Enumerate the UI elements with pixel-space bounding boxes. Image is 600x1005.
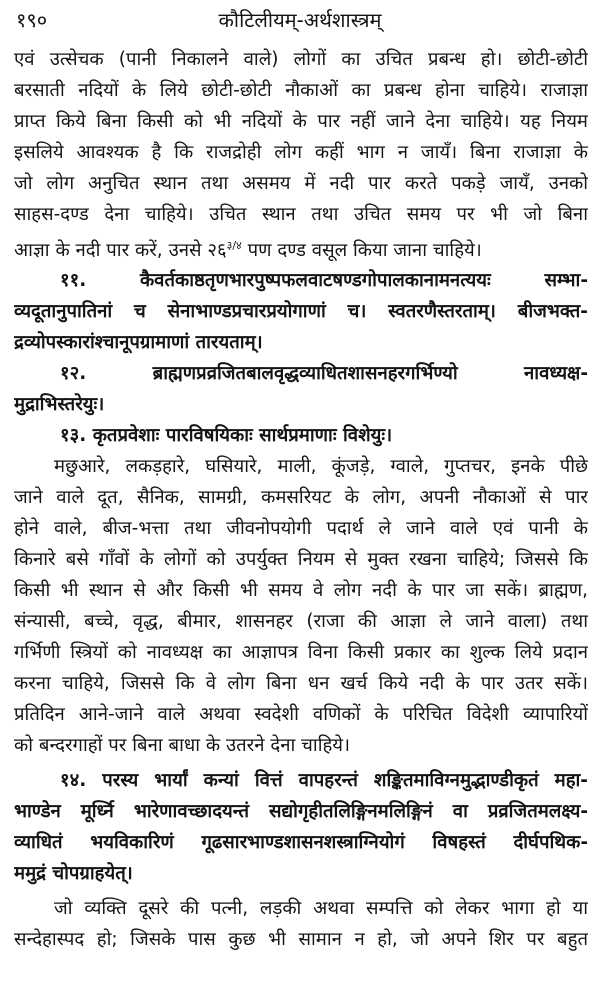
text-line: एवं उत्सेचक (पानी निकालने वाले) लोगों का उचित प्रबन्ध हो। छोटी-छोटी [14,49,588,70]
page-body [14,44,588,955]
commentary-paragraph-1 [14,44,588,261]
text-line: जाने वाले दूत, सैनिक, सामग्री, कमसरियट के लोग, अपनी नौकाओं से पार [14,487,588,508]
page-header [0,0,600,38]
text-line: बरसाती नदियों के लिये छोटी-छोटी नौकाओं का प्रबन्ध होना चाहिये। राजाज्ञा [14,80,588,101]
text-line: साहस-दण्ड देना चाहिये। उचित स्थान तथा उचित समय पर भी जो बिना [14,204,588,225]
text-line: जो व्यक्ति दूसरे की पत्नी, लड़की अथवा सम्पत्ति को लेकर भागा हो या [54,898,588,919]
sanskrit-line: व्याधितं भयविकारिणं गूढसारभाण्डशासनशस्त्राग्नियोगं विषहस्तं दीर्घपथिक- [14,832,588,853]
commentary-paragraph-3 [14,893,588,955]
text-segment: आज्ञा के नदी पार करें, उनसे २६ [14,240,227,261]
text-line: मछुआरे, लकड़हारे, घसियारे, माली, कूंजड़े, ग्वाले, गुप्तचर, इनके पीछे [54,456,588,477]
text-line: इसलिये आवश्यक है कि राजद्रोही लोग कहीं भाग न जायँ। बिना राजाज्ञा के [14,142,588,163]
sanskrit-line: १३. कृतप्रवेशाः पारविषयिकाः सार्थप्रमाणाः विशेयुः। [60,425,393,446]
sanskrit-line: १२. ब्राह्मणप्रव्रजितबालवृद्धव्याधितशासनहरगर्भिण्यो नावध्यक्ष- [60,363,588,384]
sutra-11 [14,265,588,358]
sanskrit-line: ११. कैवर्तकाष्ठतृणभारपुष्पफलवाटषण्डगोपालकानामनत्ययः सम्भा- [60,270,588,291]
text-line: गर्भिणी स्त्रियों को नावध्यक्ष का आज्ञापत्र विना किसी प्रकार का शुल्क लिये प्रदान [14,642,588,663]
text-line: प्राप्त किये बिना किसी को भी नदियों के पार नहीं जाने देना चाहिये। यह नियम [14,111,588,132]
running-title: कौटिलीयम्-अर्थशास्त्रम् [218,8,382,32]
text-line: जो लोग अनुचित स्थान तथा असमय में नदी पार करते पकड़े जायँ, उनको [14,173,588,194]
text-line: किनारे बसे गाँवों के लोगों को उपर्युक्त नियम से मुक्त रखना चाहिये; जिससे कि [14,549,588,570]
sanskrit-line: व्यदूतानुपातिनां च सेनाभाण्डप्रचारप्रयोगाणां च। स्वतरणैस्तरताम्। बीजभक्त- [14,301,588,322]
text-line: होने वाले, बीज-भत्ता तथा जीवनोपयोगी पदार्थ ले जाने वाले एवं पानी के [14,518,588,539]
sanskrit-line: द्रव्योपस्कारांश्चानूपग्रामाणां तारयताम्। [14,332,263,353]
text-line: संन्यासी, बच्चे, वृद्ध, बीमार, शासनहर (राजा की आज्ञा ले जाने वाला) तथा [14,611,588,632]
page-number: १९० [16,8,48,32]
text-line: किसी भी स्थान से और किसी भी समय वे लोग नदी के पार जा सकें। ब्राह्मण, [14,580,588,601]
text-line [14,230,588,261]
sutra-14 [14,765,588,889]
sanskrit-line: मुद्राभिस्तरेयुः। [14,394,105,415]
sanskrit-line: ममुद्रं चोपग्राहयेत्। [14,863,133,884]
text-line: करना चाहिये, जिससे कि वे लोग बिना धन खर्च किये नदी के पार उतर सकें। [14,673,588,694]
sanskrit-line: १४. परस्य भार्यां कन्यां वित्तं वापहरन्तं शङ्कितमाविग्नमुद्भाण्डीकृतं महा- [60,770,588,791]
text-line: को बन्दरगाहों पर बिना बाधा के उतरने देना चाहिये। [14,735,351,756]
text-segment: पण दण्ड वसूल किया जाना चाहिये। [241,240,482,261]
sanskrit-line: भाण्डेन मूर्ध्नि भारेणावच्छादयन्तं सद्योगृहीतलिङ्गिनमलिङ्गिनं वा प्रव्रजितमलक्ष्य- [14,801,588,822]
commentary-paragraph-2 [14,451,588,761]
sutra-12 [14,358,588,420]
fraction: ३/४ [226,239,242,252]
text-line: सन्देहास्पद हो; जिसके पास कुछ भी सामान न हो, जो अपने शिर पर बहुत [14,929,588,950]
text-line: प्रतिदिन आने-जाने वाले अथवा स्वदेशी वणिकों के परिचित विदेशी व्यापारियों [14,704,588,725]
sutra-13 [14,420,588,451]
